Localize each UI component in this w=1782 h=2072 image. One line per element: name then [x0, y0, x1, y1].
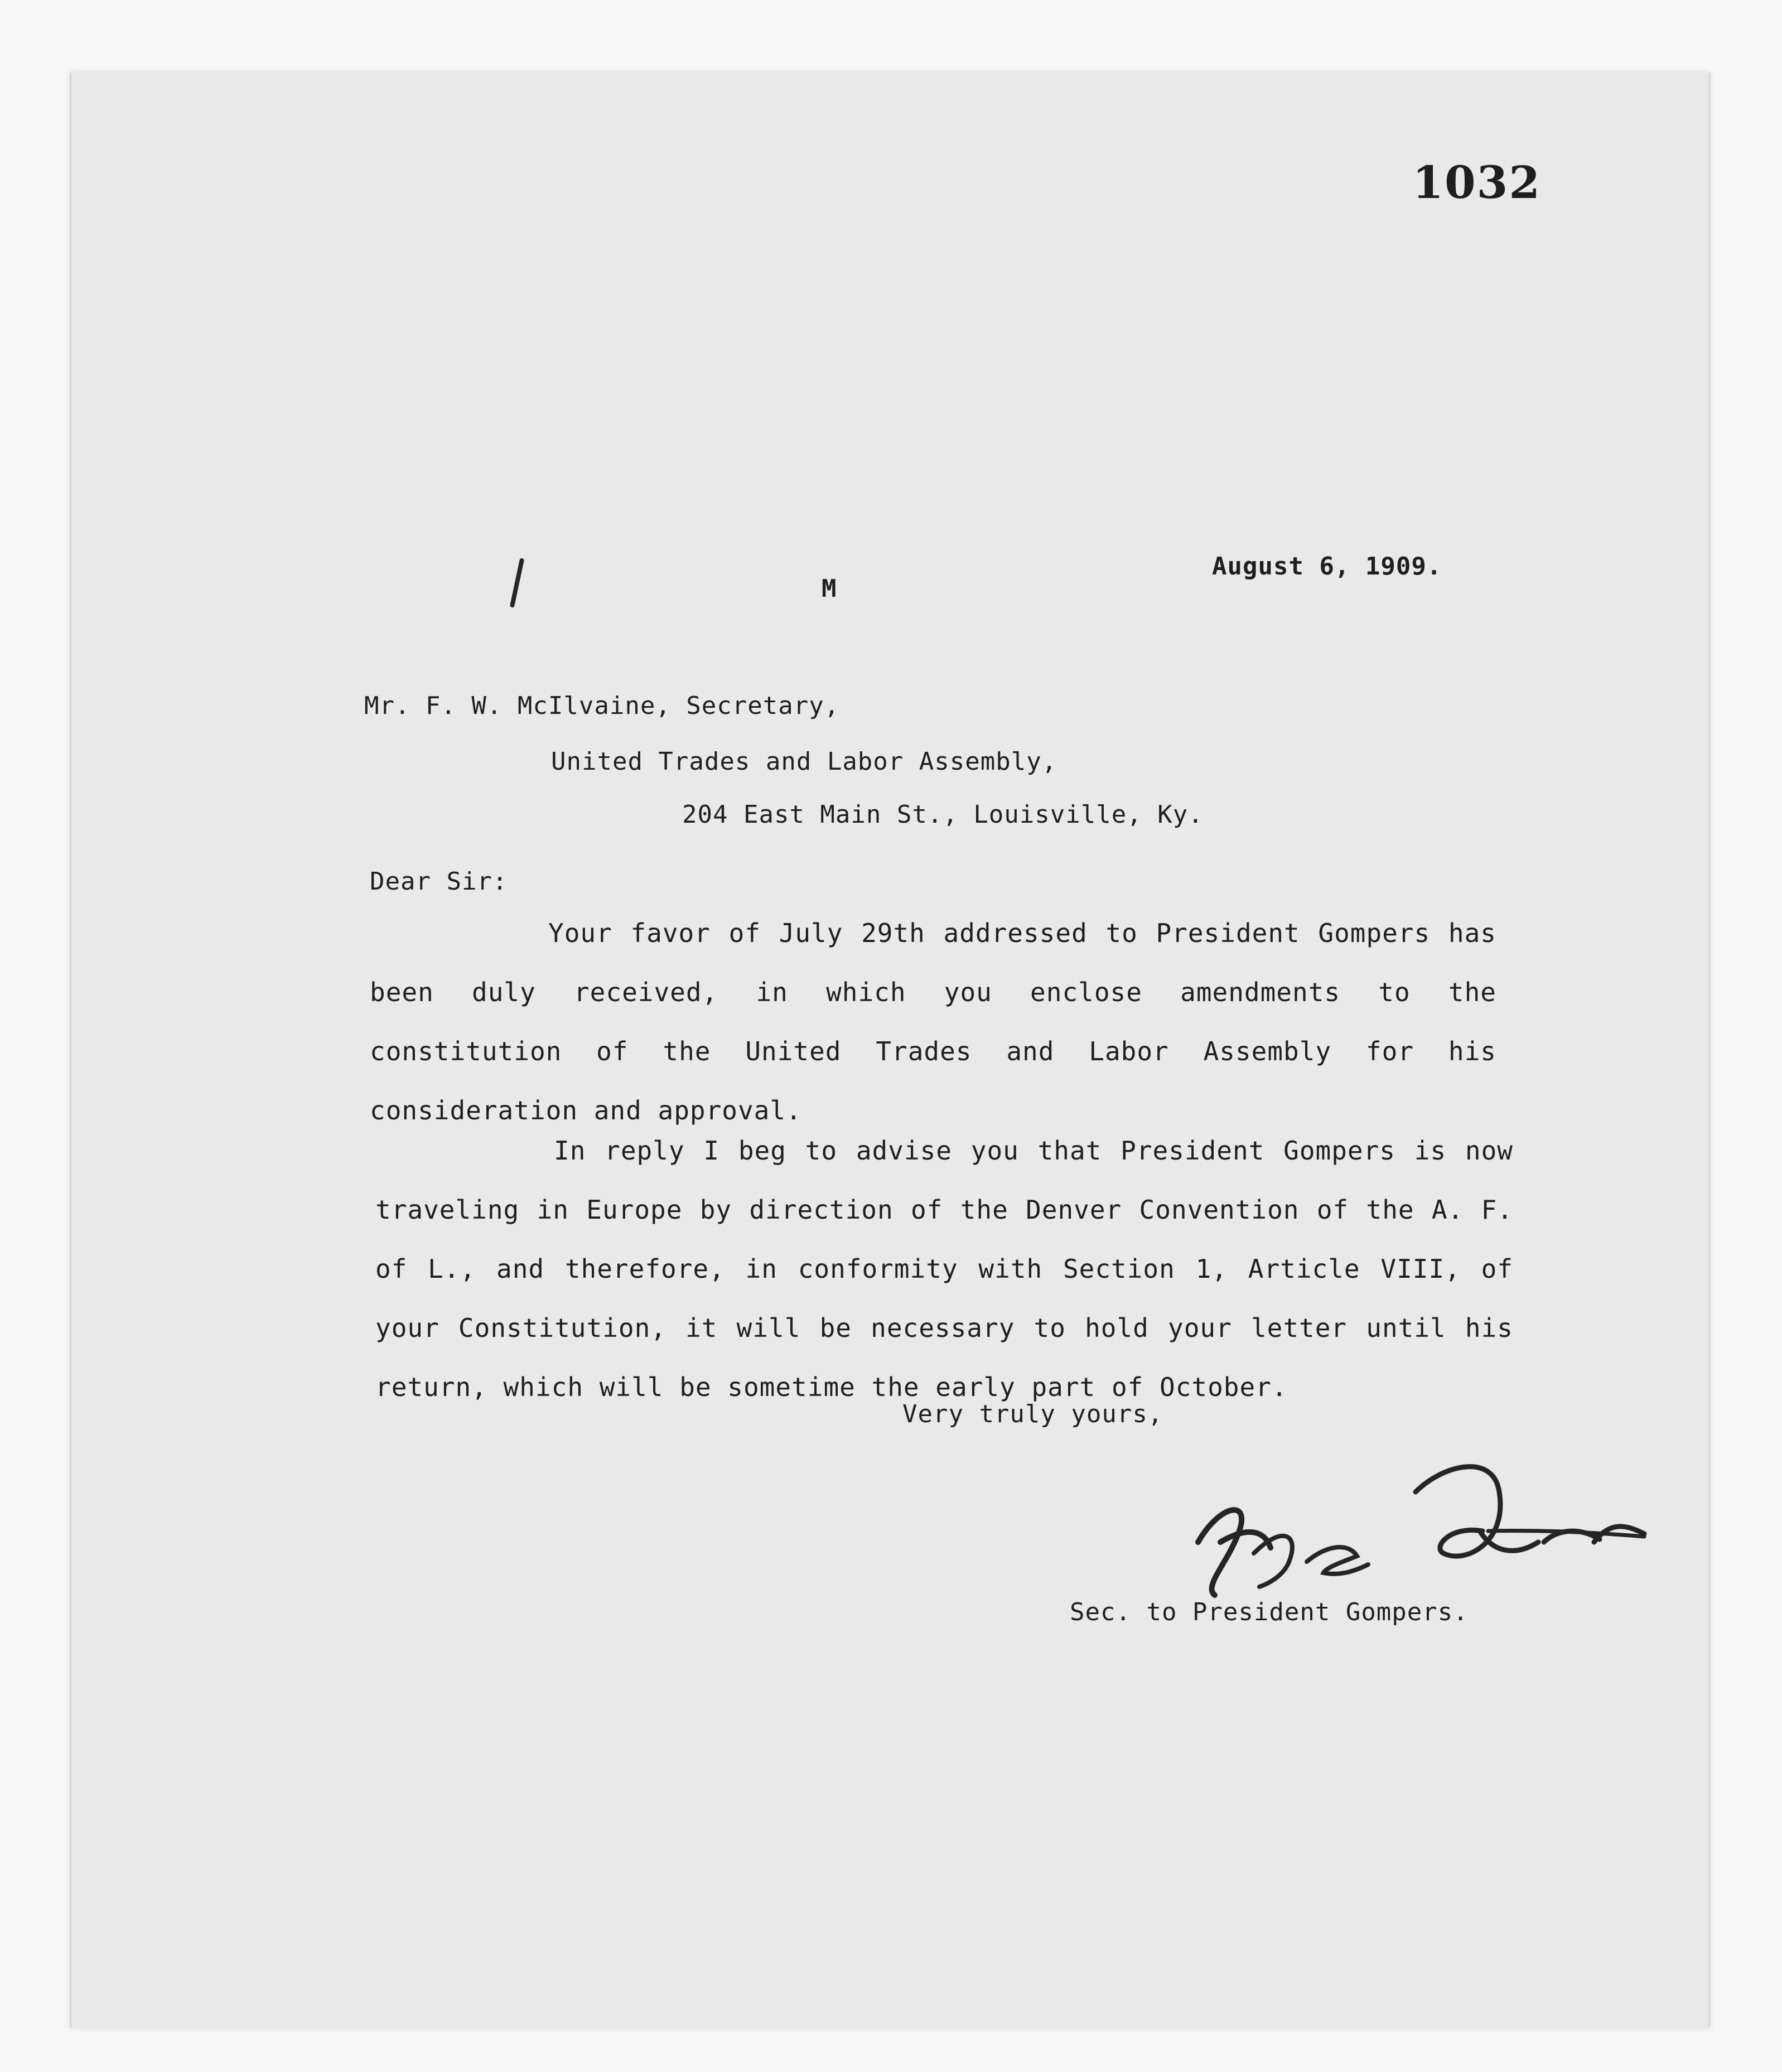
- handwritten-signature: [1153, 1458, 1655, 1617]
- recipient-name: Mr. F. W. McIlvaine, Secretary,: [364, 692, 840, 720]
- letter-sheet: [70, 73, 1710, 2027]
- page-number: 1032: [1412, 156, 1541, 209]
- signature-title: Sec. to President Gompers.: [1070, 1598, 1469, 1626]
- salutation: Dear Sir:: [370, 867, 508, 896]
- recipient-address: 204 East Main St., Louisville, Ky.: [682, 800, 1204, 829]
- initial-mark: M: [822, 574, 837, 603]
- pencil-mark: [510, 558, 525, 608]
- recipient-organization: United Trades and Labor Assembly,: [551, 747, 1057, 776]
- body-paragraph-1: Your favor of July 29th addressed to President Gompers has been duly received, in which you enclose amendments to the constitution of the United Trades and Labor Assembly for his consideration and approval.: [370, 918, 1496, 1126]
- letter-date: August 6, 1909.: [1212, 552, 1442, 581]
- closing: Very truly yours,: [902, 1400, 1163, 1428]
- signature-graphic: [1153, 1458, 1655, 1615]
- body-paragraph-2: In reply I beg to advise you that President Gompers is now traveling in Europe by direction of the Denver Convention of the A. F. of L., and therefore, in conformity with Section 1, Article VIII, of your Constitution, it will be necessary to hold your letter until his return, which will be sometime the early part of October.: [375, 1136, 1513, 1402]
